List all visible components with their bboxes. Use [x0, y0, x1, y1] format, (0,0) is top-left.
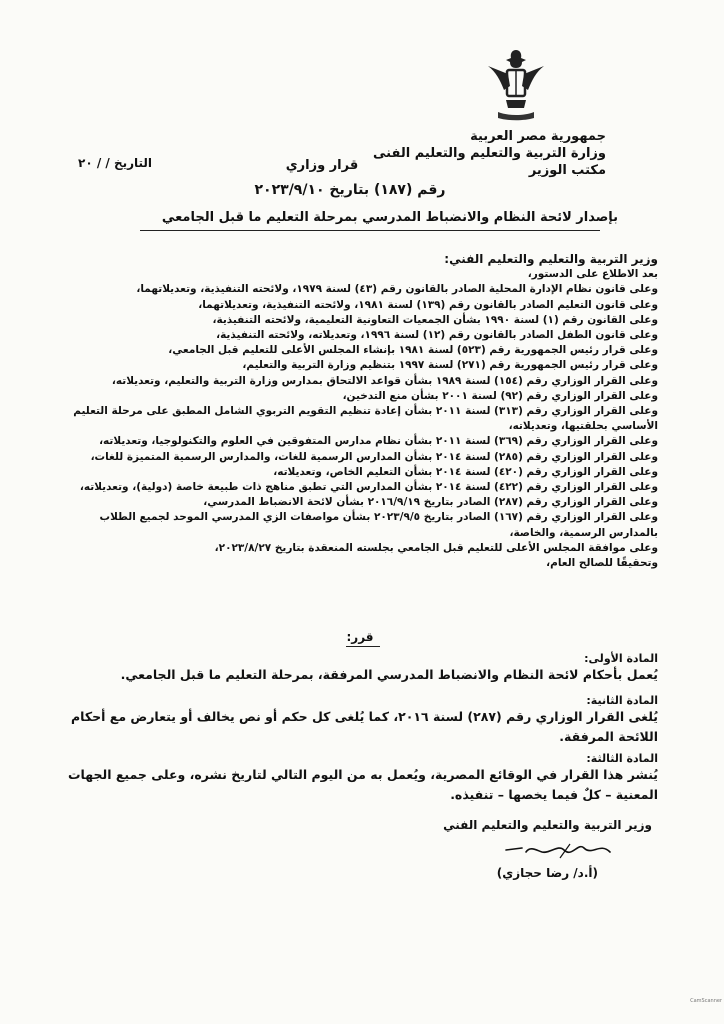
- article-heading: المادة الثانية:: [586, 694, 658, 707]
- decree-subject: بإصدار لائحة النظام والانضباط المدرسي بمرحلة التعليم ما قبل الجامعي: [161, 210, 619, 225]
- eagle-emblem-icon: [484, 46, 548, 122]
- preamble-line: وعلى القانون رقم (١) لسنة ١٩٩٠ بشأن الجمعيات التعاونية التعليمية، ولائحته التنفيذية،: [212, 313, 658, 326]
- country-name: جمهورية مصر العربية: [470, 129, 606, 144]
- article-1: [58, 652, 658, 685]
- preamble-line: وعلى القرار الوزاري رقم (٢٨٥) لسنة ٢٠١٤ بشأن المدارس الرسمية للغات، والمدارس الرسمية المتميزة للغات،: [90, 450, 658, 463]
- office-name: مكتب الوزير: [528, 163, 606, 178]
- preamble-line: وعلى القرار الوزاري رقم (١٦٧) الصادر بتاريخ ٢٠٢٣/٩/٥ بشأن مواصفات الزي المدرسي الموحد لجميع الطلاب بالمدارس الرسمية، والخاصة،: [99, 511, 658, 539]
- article-heading: المادة الأولى:: [584, 652, 658, 665]
- preamble-line: وعلى قانون التعليم الصادر بالقانون رقم (١٣٩) لسنة ١٩٨١، ولائحته التنفيذية، وتعديلاتهما،: [198, 298, 658, 311]
- preamble-line: وعلى القرار الوزاري رقم (٤٢٠) لسنة ٢٠١٤ بشأن التعليم الخاص، وتعديلاته،: [273, 465, 658, 478]
- decision-underline: [346, 646, 380, 647]
- preamble-line: وعلى قرار رئيس الجمهورية رقم (٥٢٣) لسنة ١٩٨١ بإنشاء المجلس الأعلى للتعليم قبل الجامعي،: [168, 344, 658, 357]
- preamble-line: وتحقيقًا للصالح العام،: [546, 557, 658, 570]
- preamble-line: وعلى القرار الوزاري رقم (٣١٣) لسنة ٢٠١١ بشأن إعادة تنظيم التقويم التربوي الشامل المطبق على مرحلة التعليم الأساسي بحلقتيها، وتعديلاته،: [73, 405, 658, 433]
- scanner-watermark: CamScanner: [690, 998, 722, 1004]
- preamble: [58, 252, 658, 571]
- article-text: يُلغى القرار الوزاري رقم (٢٨٧) لسنة ٢٠١٦، كما يُلغى كل حكم أو نص يخالف أو يتعارض مع أحكام اللائحة المرفقة.: [71, 709, 658, 744]
- signatory-title: وزير التربية والتعليم والتعليم الفني: [443, 818, 652, 832]
- preamble-line: وعلى قرار رئيس الجمهورية رقم (٢٧١) لسنة ١٩٩٧ بتنظيم وزارة التربية والتعليم،: [242, 359, 658, 372]
- preamble-line: وعلى القرار الوزاري رقم (٢٨٧) الصادر بتاريخ ٢٠١٦/٩/١٩ بشأن لائحة الانضباط المدرسي،: [203, 496, 658, 509]
- preamble-line: وعلى القرار الوزاري رقم (١٥٤) لسنة ١٩٨٩ بشأن قواعد الالتحاق بمدارس وزارة التربية والتعليم، وتعديلاته،: [111, 374, 658, 387]
- date-line: التاريخ / / ٢٠: [78, 156, 153, 170]
- article-heading: المادة الثالثة:: [586, 752, 658, 765]
- preamble-line: وعلى القرار الوزاري رقم (٩٢) لسنة ٢٠٠١ بشأن منع التدخين،: [342, 389, 658, 402]
- preamble-line: وعلى القرار الوزاري رقم (٣٦٩) لسنة ٢٠١١ بشأن نظام مدارس المتفوقين في العلوم والتكنولوجيا، وتعديلاته،: [99, 435, 658, 448]
- handwritten-signature-icon: [500, 836, 620, 864]
- decree-title: قرار وزاري: [285, 158, 359, 173]
- article-text: يُنشر هذا القرار في الوقائع المصرية، ويُعمل به من اليوم التالي لتاريخ نشره، وعلى جميع الجهات المعنية – كلٌ فيما يخصها – تنفيذه.: [67, 767, 658, 802]
- article-3: [58, 752, 658, 805]
- subject-underline: [140, 230, 600, 231]
- preamble-line: وعلى قانون نظام الإدارة المحلية الصادر بالقانون رقم (٤٣) لسنة ١٩٧٩، ولائحته التنفيذية، وتعديلاتهما،: [136, 283, 658, 296]
- issuer-block: [366, 128, 606, 179]
- signatory-name: (أ.د/ رضا حجازي): [496, 866, 598, 880]
- article-2: [58, 694, 658, 747]
- preamble-line: وعلى موافقة المجلس الأعلى للتعليم قبل الجامعي بجلسته المنعقدة بتاريخ ٢٠٢٣/٨/٢٧،: [214, 541, 658, 554]
- preamble-minister: وزير التربية والتعليم والتعليم الفني:: [444, 252, 658, 266]
- preamble-line: وعلى القرار الوزاري رقم (٤٢٢) لسنة ٢٠١٤ بشأن المدارس التي تطبق مناهج ذات طبيعة خاصة (دولية)، وتعديلاته،: [79, 481, 658, 494]
- preamble-line: بعد الاطلاع على الدستور،: [527, 268, 658, 281]
- article-text: يُعمل بأحكام لائحة النظام والانضباط المدرسي المرفقة، بمرحلة التعليم ما قبل الجامعي.: [120, 667, 658, 682]
- decision-word: قرر:: [346, 630, 374, 644]
- ministry-name: وزارة التربية والتعليم والتعليم الفنى: [373, 146, 606, 161]
- preamble-line: وعلى قانون الطفل الصادر بالقانون رقم (١٢) لسنة ١٩٩٦، وتعديلاته، ولائحته التنفيذية،: [216, 329, 658, 342]
- decree-number: رقم (١٨٧) بتاريخ ٢٠٢٣/٩/١٠: [254, 182, 446, 198]
